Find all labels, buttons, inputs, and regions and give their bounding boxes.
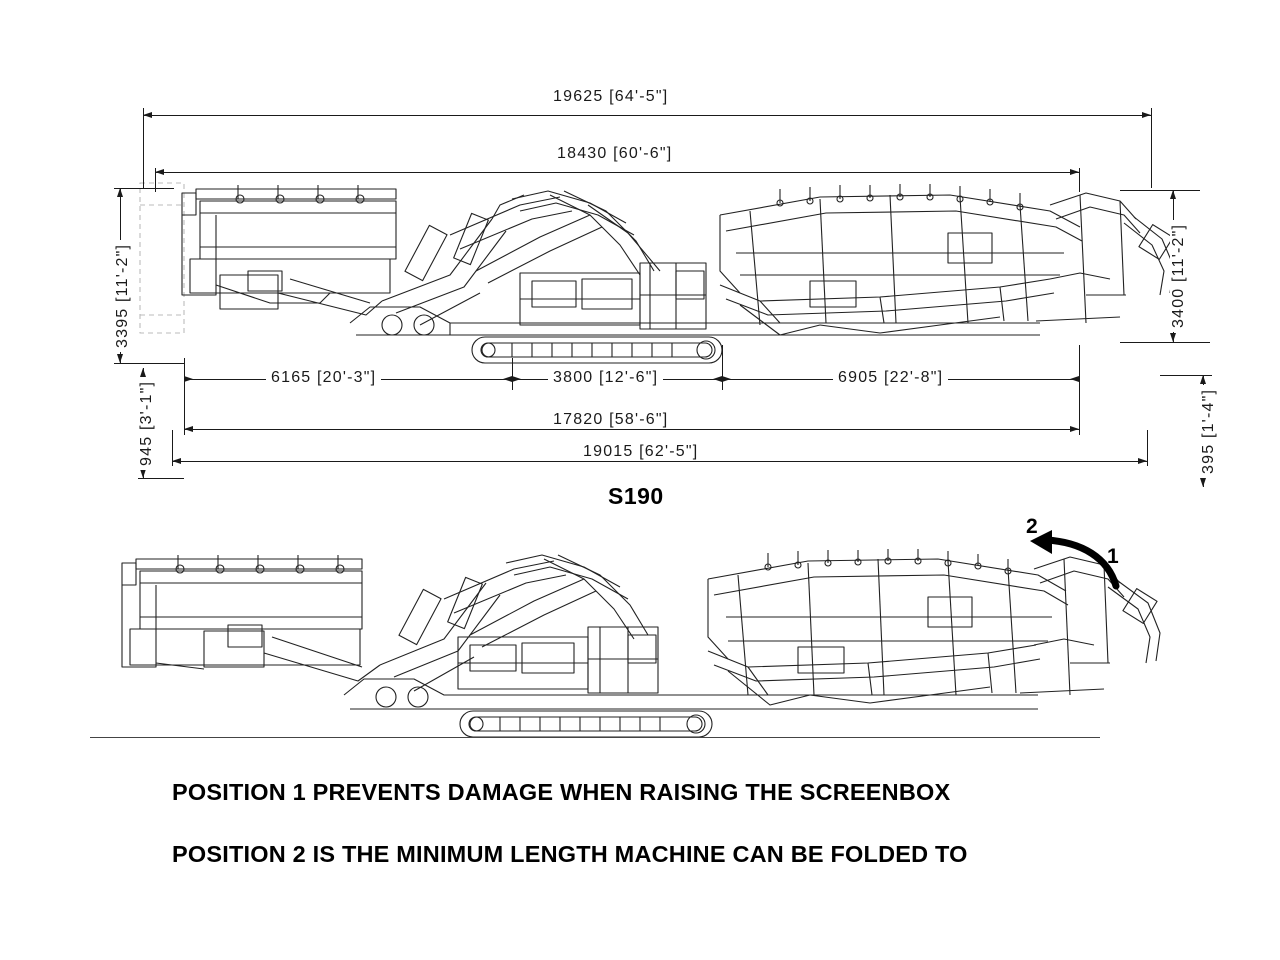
dim-arrow-up-clearance-left	[140, 368, 146, 377]
callout-1: 1	[1107, 545, 1119, 568]
dim-arrow-up-height-left	[117, 188, 123, 197]
ext-line-right-second	[1079, 168, 1080, 192]
dim-height-left: 3395 [11'-2"]	[114, 240, 132, 352]
dim-length-third: 17820 [58'-6"]	[548, 411, 673, 429]
callout-2: 2	[1026, 515, 1038, 538]
ext-line-bottom-height-left	[114, 363, 184, 364]
dim-arrow-up-clearance-right	[1200, 375, 1206, 384]
ext-line-bottom-height-right	[1120, 342, 1210, 343]
dim-arrow-right-2	[1070, 169, 1079, 175]
dim-arrow-up-height-right	[1170, 190, 1176, 199]
note-position-2: POSITION 2 IS THE MINIMUM LENGTH MACHINE CAN BE FOLDED TO	[172, 841, 968, 867]
ext-line-clearance-right-top	[1160, 375, 1212, 376]
dim-overall-length-top: 19625 [64'-5"]	[548, 88, 673, 106]
dim-arrow-fourth-left	[172, 458, 181, 464]
dim-arrow-left-2	[155, 169, 164, 175]
dim-arrow-seg-front-right	[503, 376, 512, 382]
ext-line-fourth-left	[172, 430, 173, 466]
ext-line-third-right	[1079, 390, 1080, 435]
dim-segment-rear: 6905 [22'-8"]	[833, 369, 948, 387]
dim-arrow-seg-mid-right	[713, 376, 722, 382]
dim-arrow-fourth-right	[1138, 458, 1147, 464]
dim-arrow-down-height-right	[1170, 333, 1176, 342]
dim-arrow-third-right	[1070, 426, 1079, 432]
model-label: S190	[608, 483, 664, 509]
ext-line-top-height-left	[114, 188, 174, 189]
ext-line-seg-a	[184, 358, 185, 390]
ground-line	[90, 737, 1100, 738]
ext-line-clearance-left-bottom	[138, 478, 184, 479]
ext-line-seg-c	[722, 345, 723, 390]
dim-clearance-right: 395 [1'-4"]	[1200, 385, 1218, 478]
machine-bottom-view	[108, 545, 1168, 745]
dim-arrow-seg-mid-left	[512, 376, 521, 382]
dim-arrow-third-left	[184, 426, 193, 432]
dim-arrow-down-height-left	[117, 354, 123, 363]
ext-line-top-height-right	[1120, 190, 1200, 191]
dim-line-length-third	[184, 429, 1079, 430]
ext-line-seg-d	[1079, 345, 1080, 390]
dim-clearance-left: 945 [3'-1"]	[138, 377, 156, 470]
dim-line-overall-length	[143, 115, 1151, 116]
dim-arrow-left	[143, 112, 152, 118]
ext-line-left-overall	[143, 108, 144, 188]
ext-line-seg-b	[512, 358, 513, 390]
dim-segment-front: 6165 [20'-3"]	[266, 369, 381, 387]
dim-arrow-seg-rear-right	[1070, 376, 1079, 382]
dim-segment-middle: 3800 [12'-6"]	[548, 369, 663, 387]
ext-line-fourth-right	[1147, 430, 1148, 466]
dim-length-fourth: 19015 [62'-5"]	[578, 443, 703, 461]
ext-line-right-overall	[1151, 108, 1152, 188]
dim-line-length-second	[155, 172, 1079, 173]
dim-arrow-seg-front-left	[184, 376, 193, 382]
dim-length-second: 18430 [60'-6"]	[552, 145, 677, 163]
dim-arrow-seg-rear-left	[722, 376, 731, 382]
machine-top-view	[120, 175, 1180, 375]
dim-arrow-down-clearance-left	[140, 469, 146, 478]
dim-height-right: 3400 [11'-2"]	[1170, 220, 1188, 332]
dim-arrow-down-clearance-right	[1200, 478, 1206, 487]
dim-arrow-right	[1142, 112, 1151, 118]
ext-line-third-left	[184, 390, 185, 435]
dim-line-length-fourth	[172, 461, 1147, 462]
note-position-1: POSITION 1 PREVENTS DAMAGE WHEN RAISING THE SCREENBOX	[172, 779, 951, 805]
